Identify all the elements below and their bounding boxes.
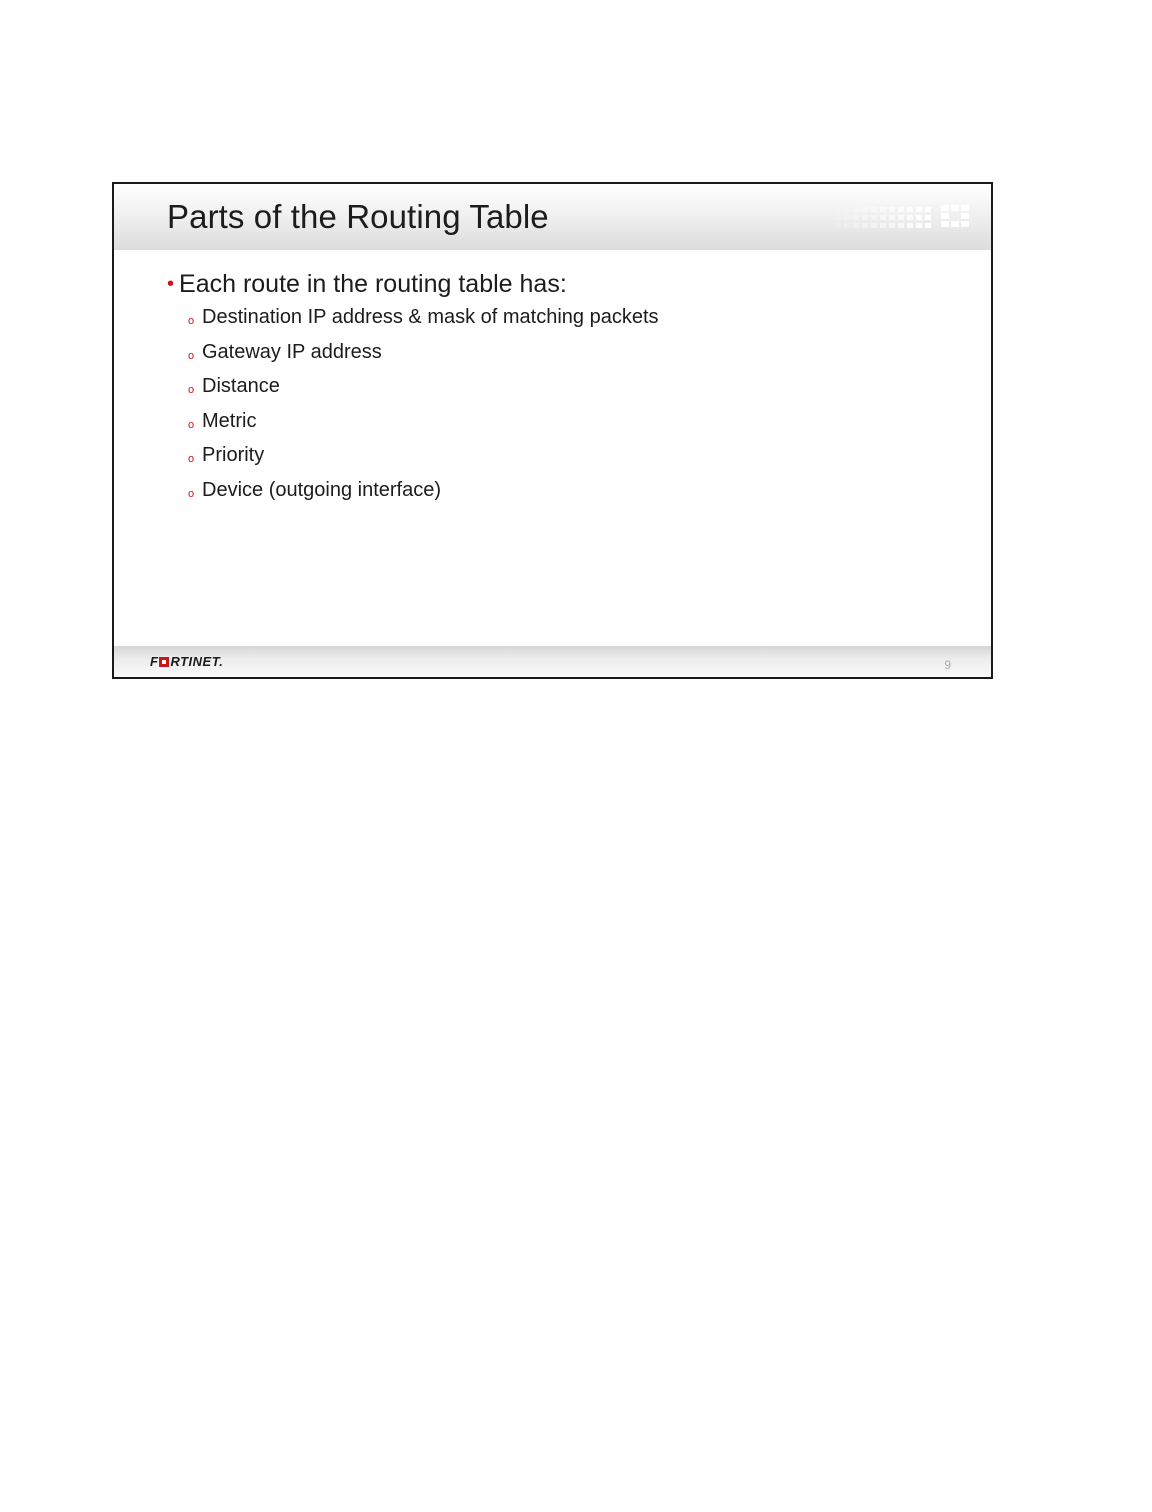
main-bullet-text: Each route in the routing table has: [179,270,567,298]
list-item [188,444,659,479]
list-item-label: Distance [202,375,280,397]
brand-suffix: RTINET. [170,654,224,669]
slide-header [114,184,991,250]
brand-square-icon [159,657,169,667]
dot-pattern-decoration [835,206,931,228]
fortinet-logo-icon [941,205,969,227]
slide-title: Parts of the Routing Table [167,198,549,235]
page-number: 9 [944,658,951,672]
list-item [188,341,659,376]
list-item [188,410,659,445]
slide [112,182,993,679]
list-item-label: Priority [202,444,265,466]
list-item [188,479,659,514]
list-item-label: Device (outgoing interface) [202,478,442,501]
list-item-label: Metric [202,409,257,432]
list-item-label: Gateway IP address [202,340,382,363]
brand-prefix: F [150,654,159,669]
slide-footer [114,646,991,677]
circle-bullet-icon: o [188,453,195,465]
circle-bullet-icon: o [188,349,195,362]
main-bullet [167,270,567,299]
circle-bullet-icon: o [188,418,195,431]
list-item [188,306,659,341]
circle-bullet-icon: o [188,315,195,327]
list-item-label: Destination IP address & mask of matching packets [202,306,659,328]
bullet-dot-icon: • [167,273,175,295]
circle-bullet-icon: o [188,487,195,500]
sub-bullet-list [188,306,659,513]
circle-bullet-icon: o [188,384,195,396]
fortinet-brand-logo [150,654,223,669]
list-item [188,375,659,410]
